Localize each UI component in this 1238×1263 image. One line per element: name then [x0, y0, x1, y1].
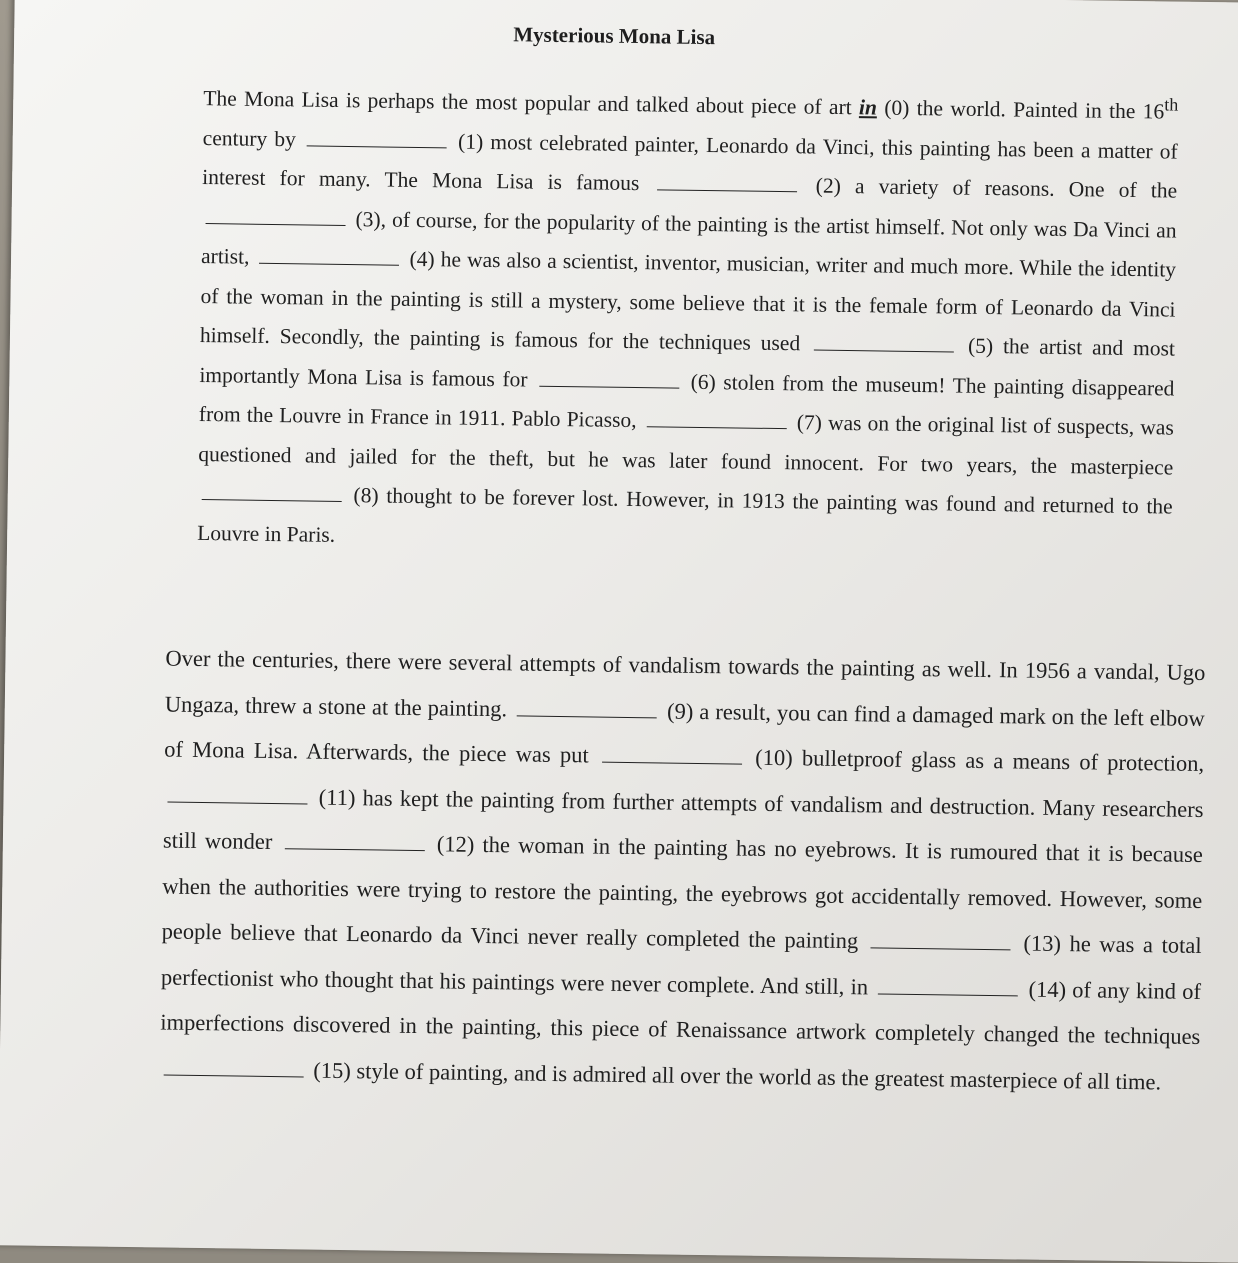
text-segment: (9) a result, you can find a damaged mark on the left elbow of Mona Lisa. Afterwards, the piece was put: [164, 698, 1205, 768]
blank-12[interactable]: [284, 826, 424, 851]
text-segment: (2) a variety of reasons. One of the: [815, 173, 1178, 203]
text-segment: (3), of course, for the popularity of the painting is the artist himself. Not only was Da Vinci an artist,: [200, 206, 1177, 269]
text-segment: (0) the world. Painted in the 16: [884, 95, 1165, 124]
blank-10[interactable]: [602, 739, 742, 764]
blank-5[interactable]: [814, 328, 954, 352]
blank-6[interactable]: [539, 364, 679, 388]
blank-15[interactable]: [164, 1052, 304, 1077]
blank-13[interactable]: [871, 925, 1011, 950]
text-segment: (6) stolen from the museum! The painting disappeared from the Louvre in France in 1911. Pablo Picasso,: [198, 369, 1175, 433]
blank-8[interactable]: [202, 478, 342, 502]
blank-14[interactable]: [878, 970, 1018, 995]
page-title: Mysterious Mona Lisa: [513, 22, 716, 50]
blank-7[interactable]: [647, 405, 787, 429]
text-segment: (4) he was also a scientist, inventor, musician, writer and much more. While the identity of the woman in the painting is still a mystery, some believe that it is the female form of Leonardo da Vinci himself. Secondly, the painting is famous for the techniques used: [199, 247, 1177, 356]
text-segment: (12) the woman in the painting has no eyebrows. It is rumoured that it is because when the authorities were trying to restore the painting, the eyebrows got accidentally removed. However, some people believe that Leonardo da Vinci never really completed the painting: [161, 831, 1204, 954]
text-segment: (8) thought to be forever lost. However, in 1913 the painting was found and returned to the Louvre in Paris.: [197, 483, 1173, 547]
text-segment: (5) the artist and most importantly Mona Lisa is famous for: [199, 333, 1176, 392]
blank-1[interactable]: [307, 124, 447, 148]
text-segment: The Mona Lisa is perhaps the most popular and talked about piece of art: [203, 86, 852, 120]
text-segment: (14) of any kind of imperfections discovered in the painting, this piece of Renaissance artwork completely changed the techniques: [160, 976, 1202, 1049]
example-answer: in: [858, 95, 878, 120]
text-segment: Over the centuries, there were several attempts of vandalism towards the painting as well. In 1956 a vandal, Ugo Ungaza, threw a stone at the painting.: [164, 645, 1206, 721]
blank-4[interactable]: [259, 241, 399, 265]
blank-9[interactable]: [517, 692, 657, 717]
text-segment: century by: [202, 125, 297, 151]
text-segment: (10) bulletproof glass as a means of protection,: [755, 744, 1205, 777]
text-segment: (13) he was a total perfectionist who thought that his paintings were never complete. And still, in: [160, 930, 1202, 999]
blank-11[interactable]: [167, 779, 307, 804]
paragraph-1: [197, 72, 1179, 567]
text-segment: (1) most celebrated painter, Leonardo da Vinci, this painting has been a matter of interest for many. The Mona Lisa is famous: [202, 129, 1178, 196]
blank-2[interactable]: [657, 168, 797, 192]
text-segment: (15) style of painting, and is admired all over the world as the greatest masterpiece of all time.: [313, 1057, 1162, 1094]
superscript: th: [1164, 94, 1179, 115]
text-segment: (7) was on the original list of suspects, was questioned and jailed for the theft, but he was later found innocent. For two years, the masterpiece: [198, 410, 1174, 480]
paragraph-2: [159, 636, 1205, 1105]
text-segment: (11) has kept the painting from further attempts of vandalism and destruction. Many researchers still wonder: [162, 784, 1204, 855]
blank-3[interactable]: [206, 201, 346, 225]
